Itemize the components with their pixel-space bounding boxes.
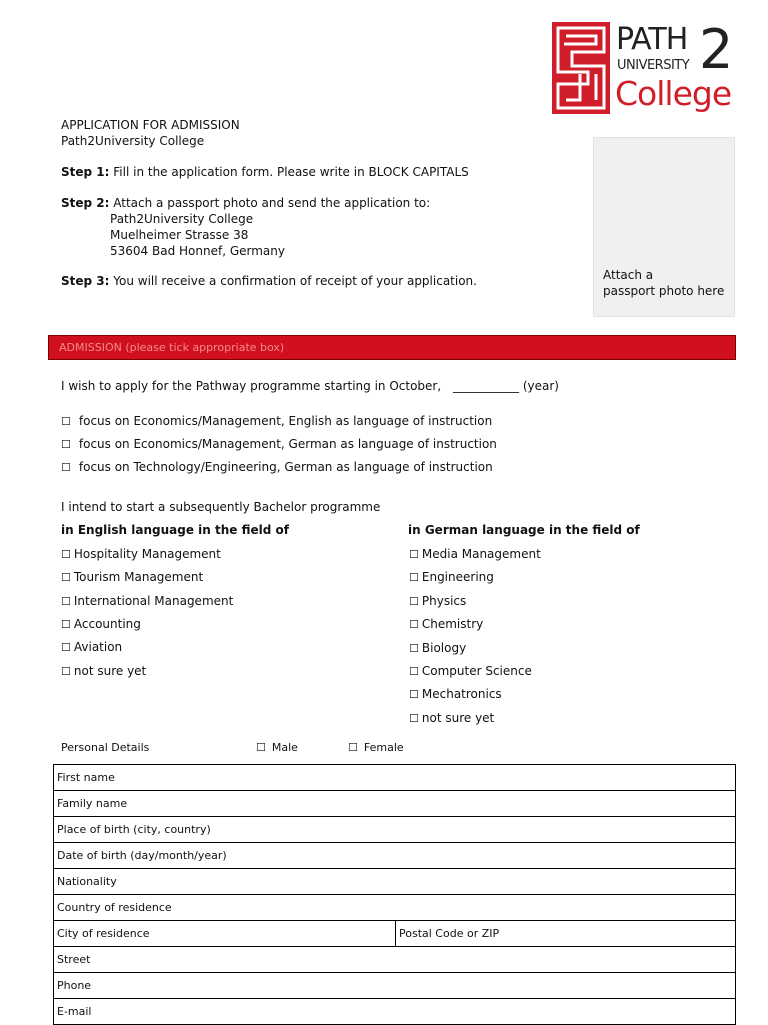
checkbox-icon[interactable]: ☐ bbox=[61, 438, 71, 451]
logo-college-text: College bbox=[615, 74, 732, 113]
german-option-label: Chemistry bbox=[421, 617, 484, 632]
logo-two-text: 2 bbox=[699, 18, 734, 81]
step-1 bbox=[61, 164, 469, 180]
programme-option-2[interactable] bbox=[61, 436, 497, 453]
college-logo bbox=[552, 18, 734, 116]
checkbox-icon[interactable]: ☐ bbox=[61, 571, 71, 585]
german-option[interactable] bbox=[409, 593, 466, 610]
admission-section-header bbox=[48, 335, 736, 360]
step-3 bbox=[61, 273, 477, 289]
programme-option-3[interactable] bbox=[61, 459, 493, 476]
logo-university-text: UNIVERSITY bbox=[617, 58, 690, 73]
checkbox-icon[interactable]: ☐ bbox=[61, 461, 71, 474]
table-row[interactable] bbox=[54, 973, 736, 999]
checkbox-icon[interactable]: ☐ bbox=[409, 618, 419, 632]
checkbox-icon[interactable]: ☐ bbox=[409, 665, 419, 678]
english-option-label: Tourism Management bbox=[73, 570, 204, 585]
step-1-label: Step 1: bbox=[61, 165, 110, 179]
german-option[interactable] bbox=[409, 663, 532, 680]
postal-code-field[interactable]: Postal Code or ZIP bbox=[396, 921, 736, 947]
option-label: focus on Economics/Management, English as language of instruction bbox=[78, 414, 493, 428]
table-row[interactable] bbox=[54, 921, 736, 947]
table-row[interactable] bbox=[54, 947, 736, 973]
checkbox-icon[interactable]: ☐ bbox=[61, 641, 71, 655]
female-label: Female bbox=[363, 741, 404, 754]
step-3-label: Step 3: bbox=[61, 274, 110, 288]
step-2 bbox=[61, 195, 430, 211]
form-title: APPLICATION FOR ADMISSION bbox=[61, 118, 240, 132]
german-option[interactable] bbox=[409, 640, 466, 657]
table-row[interactable] bbox=[54, 843, 736, 869]
city-of-residence-field[interactable]: City of residence bbox=[54, 921, 396, 947]
country-of-residence-field[interactable]: Country of residence bbox=[54, 895, 736, 921]
table-row[interactable] bbox=[54, 817, 736, 843]
photo-label-line-2: passport photo here bbox=[603, 284, 725, 298]
table-row[interactable] bbox=[54, 765, 736, 791]
english-option-label: not sure yet bbox=[73, 663, 147, 678]
apply-text: I wish to apply for the Pathway programme starting in October, bbox=[61, 379, 442, 393]
english-option[interactable] bbox=[61, 546, 221, 563]
table-row[interactable] bbox=[54, 999, 736, 1025]
checkbox-icon[interactable]: ☐ bbox=[409, 688, 419, 702]
step-2-label: Step 2: bbox=[61, 196, 110, 210]
checkbox-icon[interactable]: ☐ bbox=[409, 548, 419, 561]
male-label: Male bbox=[271, 741, 298, 754]
german-option[interactable] bbox=[409, 710, 494, 727]
english-option[interactable] bbox=[61, 663, 146, 680]
option-label: focus on Technology/Engineering, German as language of instruction bbox=[78, 460, 493, 474]
checkbox-icon[interactable]: ☐ bbox=[409, 641, 419, 655]
nationality-field[interactable]: Nationality bbox=[54, 869, 736, 895]
gender-female-option[interactable] bbox=[348, 741, 404, 755]
english-field-heading: in English language in the field of bbox=[61, 523, 289, 537]
passport-photo-box[interactable] bbox=[593, 137, 735, 317]
family-name-field[interactable]: Family name bbox=[54, 791, 736, 817]
german-option-label: Media Management bbox=[421, 547, 541, 561]
checkbox-icon[interactable]: ☐ bbox=[61, 664, 71, 678]
german-field-heading: in German language in the field of bbox=[408, 523, 640, 537]
english-option[interactable] bbox=[61, 639, 122, 656]
table-row[interactable] bbox=[54, 791, 736, 817]
year-label: (year) bbox=[522, 379, 559, 393]
personal-details-table bbox=[53, 764, 736, 1025]
checkbox-icon[interactable]: ☐ bbox=[61, 617, 71, 631]
step-3-text: You will receive a confirmation of receipt of your application. bbox=[113, 274, 477, 288]
english-option[interactable] bbox=[61, 616, 141, 633]
place-of-birth-field[interactable]: Place of birth (city, country) bbox=[54, 817, 736, 843]
german-option-label: Computer Science bbox=[421, 664, 532, 678]
address-line-3: 53604 Bad Honnef, Germany bbox=[110, 244, 285, 258]
german-option[interactable] bbox=[409, 686, 502, 703]
checkbox-icon[interactable]: ☐ bbox=[409, 711, 419, 725]
gender-male-option[interactable] bbox=[256, 741, 298, 755]
table-row[interactable] bbox=[54, 895, 736, 921]
english-option[interactable] bbox=[61, 569, 203, 586]
english-option[interactable] bbox=[61, 593, 233, 610]
german-option-label: Mechatronics bbox=[421, 687, 502, 702]
first-name-field[interactable]: First name bbox=[54, 765, 736, 791]
checkbox-icon[interactable]: ☐ bbox=[61, 415, 71, 428]
english-option-label: Hospitality Management bbox=[73, 547, 221, 561]
checkbox-icon[interactable]: ☐ bbox=[61, 594, 71, 608]
photo-label-line-1: Attach a bbox=[603, 268, 654, 282]
admission-band-label: ADMISSION (please tick appropriate box) bbox=[59, 341, 285, 354]
personal-details-label: Personal Details bbox=[61, 741, 150, 754]
email-field[interactable]: E-mail bbox=[54, 999, 736, 1025]
street-field[interactable]: Street bbox=[54, 947, 736, 973]
checkbox-icon[interactable]: ☐ bbox=[256, 741, 266, 754]
checkbox-icon[interactable]: ☐ bbox=[409, 594, 419, 608]
table-row[interactable] bbox=[54, 869, 736, 895]
english-option-label: Accounting bbox=[73, 616, 141, 631]
checkbox-icon[interactable]: ☐ bbox=[348, 741, 358, 754]
address-line-1: Path2University College bbox=[110, 212, 254, 226]
year-input[interactable]: ___________ bbox=[453, 379, 519, 393]
photo-label bbox=[603, 267, 733, 299]
step-1-text: Fill in the application form. Please write in BLOCK CAPITALS bbox=[113, 165, 469, 179]
checkbox-icon[interactable]: ☐ bbox=[409, 571, 419, 585]
english-option-label: International Management bbox=[73, 593, 234, 608]
programme-option-1[interactable] bbox=[61, 413, 492, 430]
english-option-label: Aviation bbox=[73, 640, 123, 655]
step-2-text: Attach a passport photo and send the application to: bbox=[113, 196, 431, 210]
address-line-2: Muelheimer Strasse 38 bbox=[110, 228, 249, 242]
date-of-birth-field[interactable]: Date of birth (day/month/year) bbox=[54, 843, 736, 869]
apply-statement bbox=[61, 378, 559, 394]
checkbox-icon[interactable]: ☐ bbox=[61, 548, 71, 561]
bachelor-intro: I intend to start a subsequently Bachelor programme bbox=[61, 500, 381, 514]
german-option[interactable] bbox=[409, 616, 483, 633]
german-option-label: not sure yet bbox=[421, 710, 495, 725]
phone-field[interactable]: Phone bbox=[54, 973, 736, 999]
option-label: focus on Economics/Management, German as language of instruction bbox=[78, 437, 497, 451]
logo-mark-icon bbox=[552, 22, 610, 114]
german-option[interactable] bbox=[409, 546, 541, 563]
german-option-label: Engineering bbox=[421, 570, 494, 585]
german-option[interactable] bbox=[409, 569, 494, 586]
german-option-label: Biology bbox=[421, 640, 467, 655]
form-subtitle: Path2University College bbox=[61, 134, 205, 148]
logo-path-text: PATH bbox=[616, 22, 688, 57]
german-option-label: Physics bbox=[421, 593, 467, 608]
